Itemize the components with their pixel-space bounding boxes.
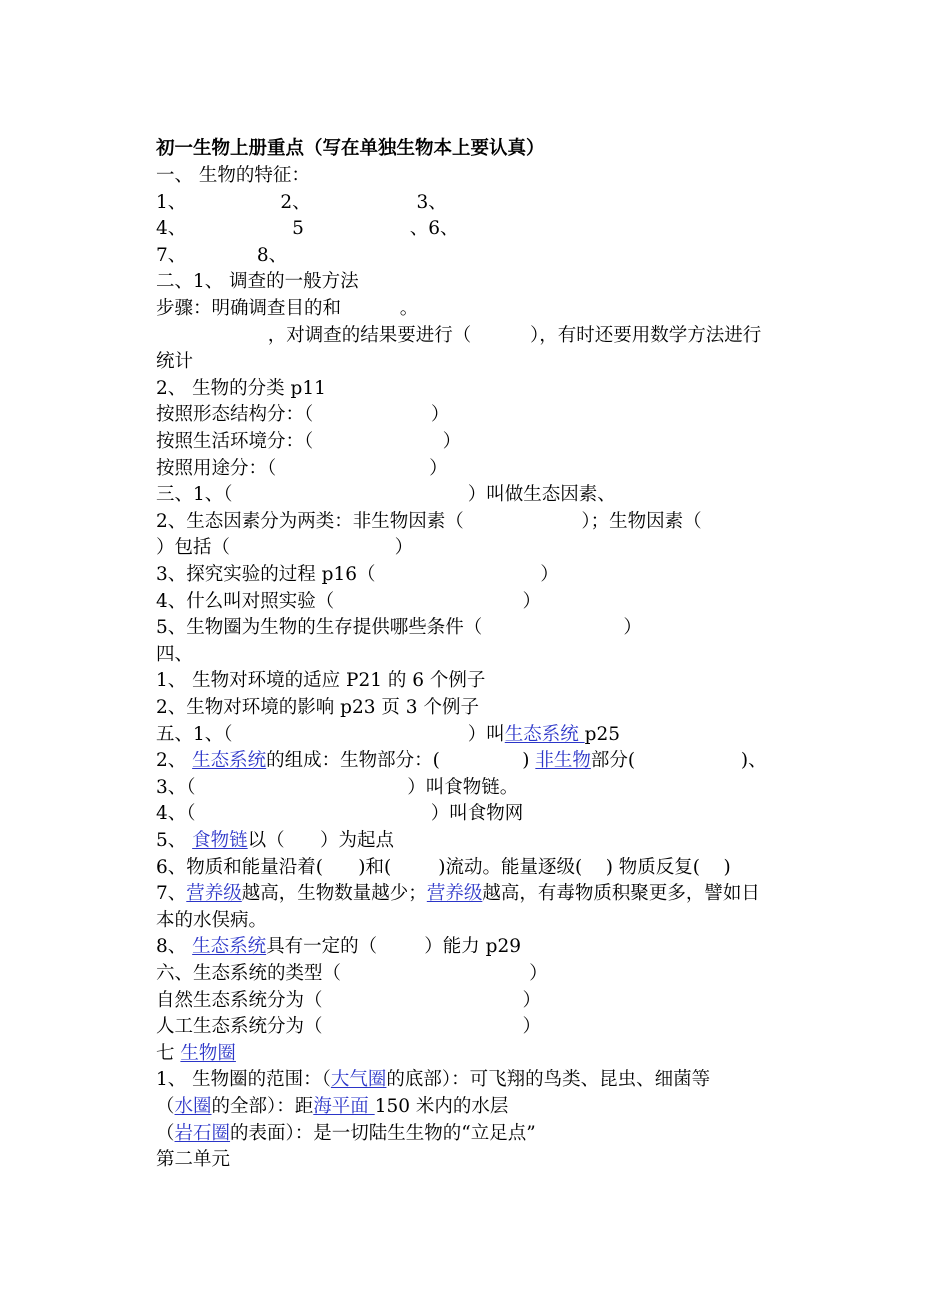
line-text: 以（ ）为起点	[247, 830, 394, 851]
text-line	[156, 936, 521, 958]
line-text: 七	[156, 1043, 181, 1064]
glossary-link[interactable]: 生态系统	[192, 750, 267, 771]
text-line	[156, 431, 461, 453]
glossary-link[interactable]: 营养级	[186, 883, 242, 904]
line-text: 一、 生物的特征：	[156, 165, 310, 186]
glossary-link[interactable]: 水圈	[174, 1096, 212, 1117]
document-title: 初一生物上册重点（写在单独生物本上要认真）	[156, 138, 545, 159]
text-line	[156, 298, 418, 320]
line-text: 的全部）：距	[211, 1096, 314, 1117]
text-line	[156, 803, 523, 825]
text-line	[156, 458, 448, 480]
text-line	[156, 165, 310, 187]
text-line	[156, 218, 459, 240]
line-text: 7、	[156, 883, 187, 904]
line-text: 具有一定的（ ）能力 p29	[266, 936, 521, 957]
glossary-link[interactable]: 营养级	[426, 883, 483, 904]
text-line	[156, 1016, 541, 1038]
text-line	[156, 404, 449, 426]
text-line	[156, 1149, 230, 1171]
text-line	[156, 910, 267, 932]
line-text: 7、 8、	[156, 245, 288, 266]
line-text: 越高，有毒物质积聚更多，譬如日	[482, 883, 760, 904]
glossary-link[interactable]: 食物链	[192, 830, 248, 851]
text-line	[156, 564, 559, 586]
line-text: 1、 生物圈的范围：（	[156, 1069, 331, 1090]
line-text: 2、生物对环境的影响 p23 页 3 个例子	[156, 697, 479, 718]
line-text: 5、	[156, 830, 193, 851]
line-text: 按照形态结构分：（ ）	[156, 404, 450, 425]
line-text: 6、物质和能量沿着( )和( )流动。能量逐级( ) 物质反复( )	[156, 857, 731, 878]
line-text: 步骤：明确调查目的和 。	[156, 298, 419, 319]
line-text: 5、生物圈为生物的生存提供哪些条件（ ）	[156, 617, 642, 638]
glossary-link[interactable]: 大气圈	[330, 1069, 387, 1090]
line-text: 4、（ ）叫食物网	[156, 803, 524, 824]
line-text: 按照生活环境分：（ ）	[156, 431, 462, 452]
line-text: 二、1、 调查的一般方法	[156, 271, 359, 292]
text-line	[156, 325, 761, 347]
text-line	[156, 271, 359, 293]
text-line	[156, 857, 731, 879]
line-text: 4、什么叫对照实验（ ）	[156, 591, 541, 612]
glossary-link[interactable]: 生物圈	[180, 1043, 236, 1064]
line-text: 第二单元	[156, 1149, 231, 1170]
text-line	[156, 644, 193, 666]
text-line	[156, 351, 193, 373]
line-text: 的表面）：是一切陆生生物的“立足点”	[230, 1123, 536, 1144]
text-line	[156, 378, 326, 400]
text-line	[156, 750, 767, 772]
text-line	[156, 883, 760, 905]
line-text: 8、	[156, 936, 193, 957]
line-text: 四、	[156, 644, 194, 665]
text-line	[156, 537, 413, 559]
line-text: ）包括（ ）	[156, 537, 414, 558]
line-text: 越高，生物数量越少；	[241, 883, 427, 904]
glossary-link[interactable]: 海平面	[313, 1096, 375, 1117]
text-line	[156, 511, 702, 533]
line-text: 的组成：生物部分：( )	[266, 750, 536, 771]
line-text: 五、1、（ ）叫	[156, 724, 505, 745]
line-text: （	[156, 1096, 175, 1117]
line-text: 150 米内的水层	[374, 1096, 509, 1117]
text-line	[156, 1043, 236, 1065]
text-line	[156, 1096, 508, 1118]
line-text: 2、	[156, 750, 193, 771]
line-text: 3、探究实验的过程 p16（ ）	[156, 564, 559, 585]
glossary-link[interactable]: 非生物	[535, 750, 591, 771]
line-text: 2、生态因素分为两类：非生物因素（ ）；生物因素（	[156, 511, 702, 532]
text-line	[156, 963, 548, 985]
line-text: p25	[584, 724, 621, 745]
text-line	[156, 484, 616, 506]
line-text: 本的水俣病。	[156, 910, 268, 931]
line-text: 1、 2、 3、	[156, 192, 447, 213]
line-text: ，对调查的结果要进行（ ），有时还要用数学方法进行	[156, 325, 762, 346]
text-line	[156, 724, 620, 746]
text-line	[156, 697, 479, 719]
glossary-link[interactable]: 岩石圈	[174, 1123, 231, 1144]
text-line	[156, 777, 518, 799]
line-text: 部分( )、	[590, 750, 767, 771]
text-line	[156, 591, 541, 613]
line-text: 六、生态系统的类型（ ）	[156, 963, 548, 984]
line-text: 4、 5 、6、	[156, 218, 459, 239]
line-text: 统计	[156, 351, 194, 372]
text-line	[156, 245, 287, 267]
line-text: 按照用途分：（ ）	[156, 458, 448, 479]
glossary-link[interactable]: 生态系统	[504, 724, 585, 745]
line-text: 2、 生物的分类 p11	[156, 378, 326, 399]
line-text: 的底部）：可飞翔的鸟类、昆虫、细菌等	[386, 1069, 711, 1090]
line-text: 1、 生物对环境的适应 P21 的 6 个例子	[156, 670, 486, 691]
glossary-link[interactable]: 生态系统	[192, 936, 267, 957]
line-text: 三、1、（ ）叫做生态因素、	[156, 484, 616, 505]
text-line	[156, 670, 485, 692]
text-line	[156, 1123, 536, 1145]
text-line	[156, 830, 394, 852]
line-text: 3、（ ）叫食物链。	[156, 777, 519, 798]
line-text: 自然生态系统分为（ ）	[156, 990, 541, 1011]
line-text: 人工生态系统分为（ ）	[156, 1016, 541, 1037]
text-line	[156, 1069, 710, 1091]
text-line	[156, 192, 447, 214]
text-line	[156, 617, 642, 639]
text-line	[156, 990, 541, 1012]
line-text: （	[156, 1123, 175, 1144]
